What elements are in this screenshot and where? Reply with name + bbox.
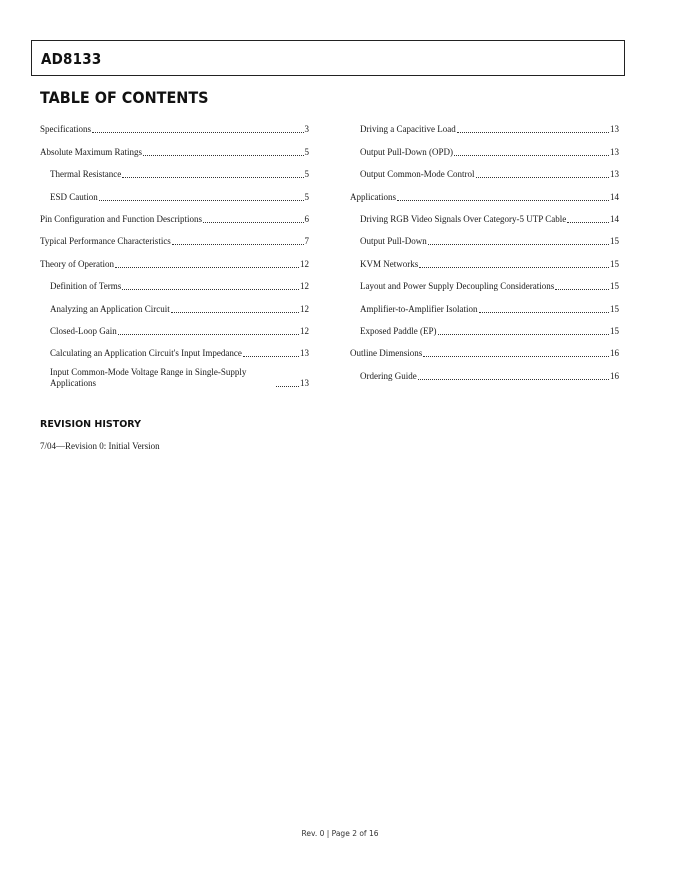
toc-entry[interactable] [40, 135, 309, 157]
toc-leader-dots [419, 267, 609, 268]
toc-entry[interactable] [40, 158, 309, 180]
toc-entry-page: 16 [610, 370, 619, 381]
toc-entry-label: Outline Dimensions [350, 348, 423, 359]
toc-entry-page: 12 [300, 303, 309, 314]
toc-entry-label: Output Pull-Down [360, 236, 427, 247]
toc-entry[interactable] [40, 337, 309, 359]
toc-leader-dots [122, 177, 303, 178]
toc-leader-dots [99, 200, 304, 201]
toc-entry[interactable] [40, 225, 309, 247]
toc-leader-dots [115, 267, 299, 268]
toc-entry[interactable] [350, 158, 619, 180]
toc-entry[interactable] [350, 337, 619, 359]
toc-leader-dots [118, 334, 299, 335]
toc-entry-label: Input Common-Mode Voltage Range in Single-Supply Applications [50, 367, 247, 389]
part-number: AD8133 [41, 50, 102, 68]
toc-entry-page: 12 [300, 258, 309, 269]
toc-left-column [40, 113, 309, 389]
toc-leader-dots [438, 334, 610, 335]
toc-leader-dots [476, 177, 610, 178]
toc-entry-page: 15 [610, 325, 619, 336]
toc-leader-dots [567, 222, 609, 223]
toc-leader-dots [479, 312, 609, 313]
toc-entry-page: 14 [610, 213, 619, 224]
toc-entry-page: 6 [304, 213, 309, 224]
toc-leader-dots [428, 244, 609, 245]
toc-leader-dots [92, 132, 304, 133]
toc-entry[interactable] [40, 203, 309, 225]
toc-entry-label: Output Pull-Down (OPD) [360, 146, 454, 157]
toc-entry[interactable] [350, 113, 619, 135]
toc-leader-dots [276, 386, 299, 387]
toc-entry-page: 15 [610, 258, 619, 269]
toc-leader-dots [122, 289, 299, 290]
toc-entry-label: Driving RGB Video Signals Over Category-5 UTP Cable [360, 213, 567, 224]
page-footer: Rev. 0 | Page 2 of 16 [301, 829, 379, 838]
toc-title: TABLE OF CONTENTS [40, 88, 209, 107]
toc-leader-dots [243, 356, 299, 357]
toc-entry[interactable] [350, 203, 619, 225]
toc-entry-label: Closed-Loop Gain [50, 325, 117, 336]
toc-entry-page: 5 [304, 191, 309, 202]
toc-entry-label: Applications [350, 191, 396, 202]
toc-entry-label: Output Common-Mode Control [360, 169, 475, 180]
toc-entry-label: Theory of Operation [40, 258, 114, 269]
toc-entry[interactable] [40, 359, 309, 389]
toc-leader-dots [457, 132, 609, 133]
toc-leader-dots [423, 356, 609, 357]
toc-entry-label: KVM Networks [360, 258, 419, 269]
toc-entry-label: Ordering Guide [360, 370, 417, 381]
toc-entry[interactable] [40, 180, 309, 202]
toc-entry[interactable] [40, 247, 309, 269]
toc-entry[interactable] [350, 315, 619, 337]
toc-entry[interactable] [350, 180, 619, 202]
toc-entry-label: Driving a Capacitive Load [360, 124, 456, 135]
toc-leader-dots [454, 155, 609, 156]
toc-entry-page: 12 [300, 325, 309, 336]
toc-entry-page: 14 [610, 191, 619, 202]
toc-entry-page: 7 [304, 236, 309, 247]
toc-entry-page: 15 [610, 236, 619, 247]
toc-entry-page: 15 [610, 281, 619, 292]
toc-entry-page: 13 [300, 378, 309, 389]
toc-entry-label: Definition of Terms [50, 281, 122, 292]
toc-entry-page: 13 [300, 348, 309, 359]
toc-leader-dots [143, 155, 304, 156]
toc-entry-page: 13 [610, 169, 619, 180]
toc-entry-label: ESD Caution [50, 191, 98, 202]
toc-entry-page: 13 [610, 146, 619, 157]
toc-leader-dots [171, 312, 299, 313]
toc-entry[interactable] [40, 113, 309, 135]
toc-entry-page: 3 [304, 124, 309, 135]
toc-entry[interactable] [40, 270, 309, 292]
toc-entry-page: 5 [304, 169, 309, 180]
toc-entry-label: Absolute Maximum Ratings [40, 146, 142, 157]
toc-leader-dots [397, 200, 609, 201]
toc-entry-page: 12 [300, 281, 309, 292]
toc-right-column [350, 113, 619, 382]
toc-entry-label: Amplifier-to-Amplifier Isolation [360, 303, 478, 314]
toc-leader-dots [555, 289, 609, 290]
toc-entry[interactable] [350, 359, 619, 381]
toc-entry-page: 13 [610, 124, 619, 135]
toc-leader-dots [172, 244, 304, 245]
toc-entry-page: 16 [610, 348, 619, 359]
toc-entry-page: 5 [304, 146, 309, 157]
toc-entry[interactable] [40, 292, 309, 314]
toc-entry-label: Analyzing an Application Circuit [50, 303, 170, 314]
revision-entry: 7/04—Revision 0: Initial Version [40, 441, 160, 451]
toc-leader-dots [203, 222, 304, 223]
toc-leader-dots [418, 379, 609, 380]
toc-entry-label: Pin Configuration and Function Descriptions [40, 213, 202, 224]
toc-entry-label: Calculating an Application Circuit's Input Impedance [50, 348, 242, 359]
toc-entry-label: Specifications [40, 124, 91, 135]
toc-entry-label: Typical Performance Characteristics [40, 236, 171, 247]
toc-entry[interactable] [350, 135, 619, 157]
toc-entry[interactable] [350, 292, 619, 314]
toc-entry[interactable] [350, 270, 619, 292]
toc-entry-label: Thermal Resistance [50, 169, 122, 180]
header-box [31, 40, 625, 76]
toc-entry[interactable] [40, 315, 309, 337]
toc-entry-label: Exposed Paddle (EP) [360, 325, 437, 336]
toc-entry[interactable] [350, 247, 619, 269]
toc-entry-label: Layout and Power Supply Decoupling Considerations [360, 281, 555, 292]
toc-entry[interactable] [350, 225, 619, 247]
toc-entry-page: 15 [610, 303, 619, 314]
revision-history-title: REVISION HISTORY [40, 419, 141, 430]
